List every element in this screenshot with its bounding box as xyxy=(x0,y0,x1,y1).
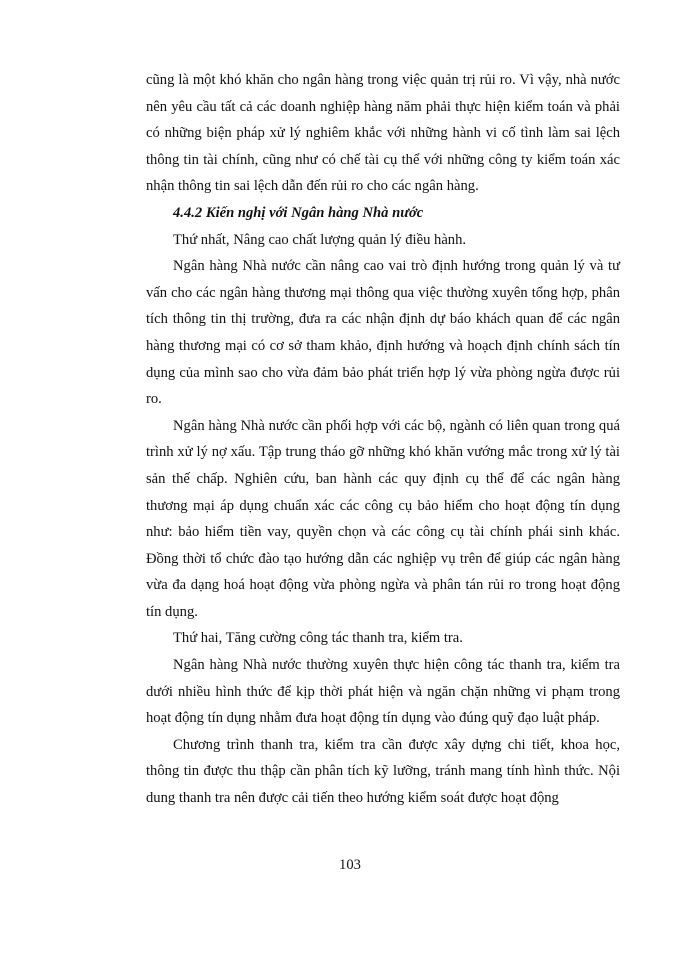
paragraph: Chương trình thanh tra, kiểm tra cần được xây dựng chi tiết, khoa học, thông tin được thu thập cần phân tích kỹ lưỡng, tránh mang tính hình thức. Nội dung thanh tra nên được cải tiến theo hướng kiểm soát được hoạt động xyxy=(146,736,620,807)
paragraph: Ngân hàng Nhà nước cần phối hợp với các bộ, ngành có liên quan trong quá trình xử lý nợ xấu. Tập trung tháo gỡ những khó khăn vướng mắc trong xử lý tài sản thế chấp. Nghiên cứu, ban hành các quy định cụ thể để các ngân hàng thương mại áp dụng chuẩn xác các công cụ bảo hiểm cho hoạt động tín dụng như: bảo hiểm tiền vay, quyền chọn và các công cụ tài chính phái sinh khác. Đồng thời tổ chức đào tạo hướng dẫn các nghiệp vụ trên để giúp các ngân hàng vừa đa dạng hoá hoạt động vừa phòng ngừa và phân tán rủi ro trong hoạt động tín dụng. xyxy=(146,417,620,620)
paragraph: Ngân hàng Nhà nước thường xuyên thực hiện công tác thanh tra, kiểm tra dưới nhiều hình thức để kịp thời phát hiện và ngăn chặn những vi phạm trong hoạt động tín dụng nhằm đưa hoạt động tín dụng vào đúng quỹ đạo luật pháp. xyxy=(146,657,620,727)
page-number: 103 xyxy=(339,857,361,873)
body-text xyxy=(146,67,620,812)
paragraph: Ngân hàng Nhà nước cần nâng cao vai trò định hướng trong quản lý và tư vấn cho các ngân hàng thương mại thông qua việc thường xuyên tổng hợp, phân tích thông tin thị trường, đưa ra các nhận định dự báo khách quan để các ngân hàng thương mại có cơ sở tham khảo, định hướng và hoạch định chính sách tín dụng của mình sao cho vừa đảm bảo phát triển hợp lý vừa phòng ngừa được rủi ro. xyxy=(146,258,620,408)
paragraph: Thứ hai, Tăng cường công tác thanh tra, kiểm tra. xyxy=(173,630,463,647)
paragraph: Thứ nhất, Nâng cao chất lượng quản lý điều hành. xyxy=(173,231,467,248)
paragraph-continuation: cũng là một khó khăn cho ngân hàng trong việc quản trị rủi ro. Vì vậy, nhà nước nên yêu cầu tất cả các doanh nghiệp hàng năm phải thực hiện kiểm toán và phải có những biện pháp xử lý nghiêm khắc với những hành vi cố tình làm sai lệch thông tin tài chính, cũng như có chế tài cụ thể với những công ty kiểm toán xác nhận thông tin sai lệch dẫn đến rủi ro cho các ngân hàng. xyxy=(146,72,620,195)
section-heading: 4.4.2 Kiến nghị với Ngân hàng Nhà nước xyxy=(173,204,424,221)
